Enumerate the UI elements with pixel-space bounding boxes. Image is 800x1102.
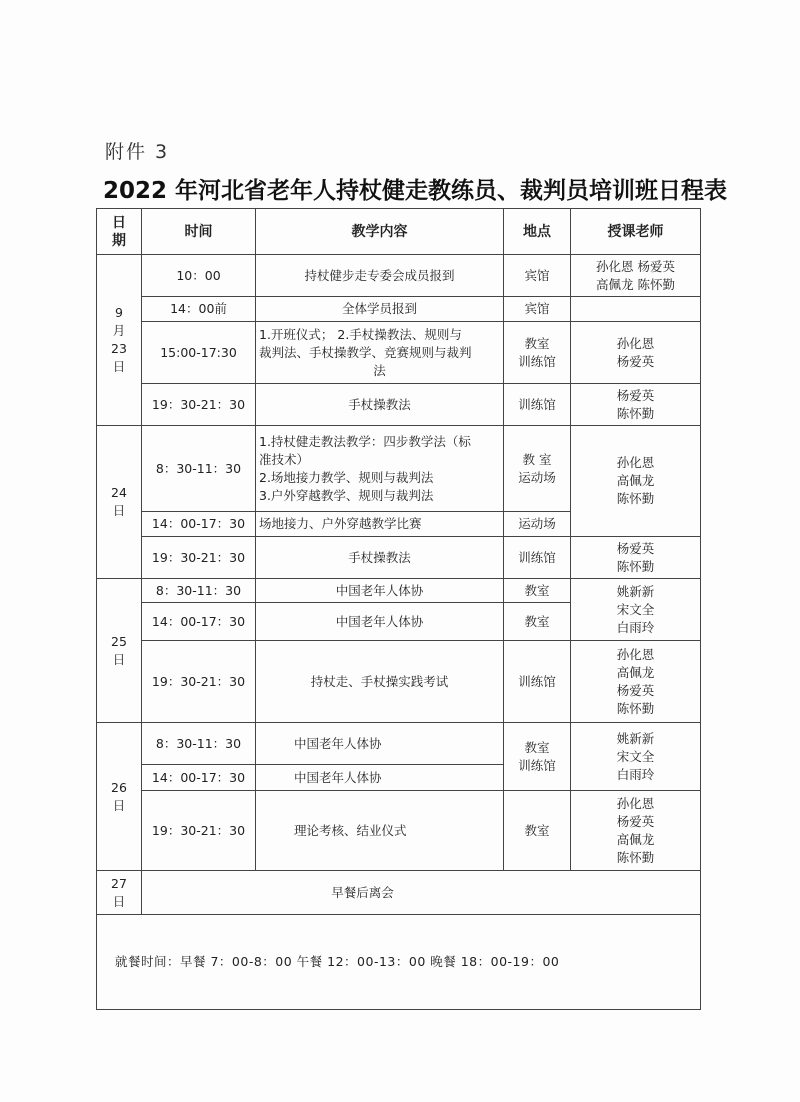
- table-row: [97, 723, 701, 765]
- location-cell: 宾馆: [504, 297, 571, 322]
- table-row: [97, 426, 701, 512]
- time-cell: 14：00-17：30: [142, 765, 256, 791]
- time-cell: 19：30-21：30: [142, 384, 256, 426]
- location-cell: 教室 训练馆: [504, 322, 571, 384]
- location-cell: 训练馆: [504, 641, 571, 723]
- location-cell: 教室 训练馆: [504, 723, 571, 791]
- location-cell: 运动场: [504, 512, 571, 537]
- time-cell: 14：00-17：30: [142, 512, 256, 537]
- location-cell: 训练馆: [504, 384, 571, 426]
- header-row: [97, 209, 701, 255]
- location-cell: 教室: [504, 791, 571, 871]
- content-cell: 中国老年人体协: [256, 765, 504, 791]
- teacher-cell: 孙化恩 杨爱英 高佩龙 陈怀勤: [571, 791, 701, 871]
- content-cell: 理论考核、结业仪式: [256, 791, 504, 871]
- table-row: [97, 297, 701, 322]
- time-cell: 15:00-17:30: [142, 322, 256, 384]
- date-cell-23: 9 月 23 日: [97, 255, 142, 426]
- header-teacher: 授课老师: [571, 209, 701, 255]
- header-content: 教学内容: [256, 209, 504, 255]
- schedule-table: [96, 208, 701, 1010]
- teacher-cell: 孙化恩 杨爱英 高佩龙 陈怀勤: [571, 255, 701, 297]
- location-cell: 教室: [504, 603, 571, 641]
- table-row: [97, 871, 701, 915]
- table-row: [97, 384, 701, 426]
- date-cell-27: 27 日: [97, 871, 142, 915]
- header-date: 日 期: [97, 209, 142, 255]
- time-cell: 8：30-11：30: [142, 579, 256, 603]
- table-row: [97, 579, 701, 603]
- header-time: 时间: [142, 209, 256, 255]
- content-cell: 1.开班仪式； 2.手杖操教法、规则与 裁判法、手杖操教学、竞赛规则与裁判 法: [256, 322, 504, 384]
- teacher-cell: 姚新新 宋文全 白雨玲: [571, 579, 701, 641]
- time-cell: 19：30-21：30: [142, 641, 256, 723]
- content-cell: 持杖走、手杖操实践考试: [256, 641, 504, 723]
- content-cell: 中国老年人体协: [256, 579, 504, 603]
- time-cell: 14：00-17：30: [142, 603, 256, 641]
- time-cell: 14：00前: [142, 297, 256, 322]
- table-row: [97, 322, 701, 384]
- teacher-cell: 孙化恩 高佩龙 陈怀勤: [571, 426, 701, 537]
- table-row: [97, 537, 701, 579]
- time-cell: 8：30-11：30: [142, 426, 256, 512]
- time-cell: 19：30-21：30: [142, 537, 256, 579]
- time-cell: 10：00: [142, 255, 256, 297]
- date-cell-26: 26 日: [97, 723, 142, 871]
- content-cell: 手杖操教法: [256, 384, 504, 426]
- teacher-cell: [571, 297, 701, 322]
- time-cell: 8：30-11：30: [142, 723, 256, 765]
- location-cell: 教室: [504, 579, 571, 603]
- content-cell: 场地接力、户外穿越教学比赛: [256, 512, 504, 537]
- teacher-cell: 杨爱英 陈怀勤: [571, 537, 701, 579]
- content-cell: 全体学员报到: [256, 297, 504, 322]
- table-row: [97, 791, 701, 871]
- location-cell: 训练馆: [504, 537, 571, 579]
- document-title: 2022 年河北省老年人持杖健走教练员、裁判员培训班日程表: [103, 178, 728, 204]
- content-cell: 手杖操教法: [256, 537, 504, 579]
- content-cell: 中国老年人体协: [256, 723, 504, 765]
- location-cell: 宾馆: [504, 255, 571, 297]
- content-cell: 中国老年人体协: [256, 603, 504, 641]
- content-cell: 持杖健步走专委会成员报到: [256, 255, 504, 297]
- date-cell-24: 24 日: [97, 426, 142, 579]
- annex-label: 附件 3: [105, 141, 170, 163]
- meal-times-note: 就餐时间：早餐 7：00-8：00 午餐 12：00-13：00 晚餐 18：00-19：00: [97, 915, 701, 1010]
- date-cell-25: 25 日: [97, 579, 142, 723]
- content-cell: 1.持杖健走教法教学：四步教学法（标 准技术） 2.场地接力教学、规则与裁判法 3.户外穿越教学、规则与裁判法: [256, 426, 504, 512]
- time-cell: 19：30-21：30: [142, 791, 256, 871]
- table-row: [97, 641, 701, 723]
- teacher-cell: 孙化恩 高佩龙 杨爱英 陈怀勤: [571, 641, 701, 723]
- teacher-cell: 孙化恩 杨爱英: [571, 322, 701, 384]
- header-location: 地点: [504, 209, 571, 255]
- teacher-cell: 杨爱英 陈怀勤: [571, 384, 701, 426]
- location-cell: 教 室 运动场: [504, 426, 571, 512]
- teacher-cell: 姚新新 宋文全 白雨玲: [571, 723, 701, 791]
- content-cell: 早餐后离会: [142, 871, 701, 915]
- table-row: [97, 915, 701, 1010]
- table-row: [97, 255, 701, 297]
